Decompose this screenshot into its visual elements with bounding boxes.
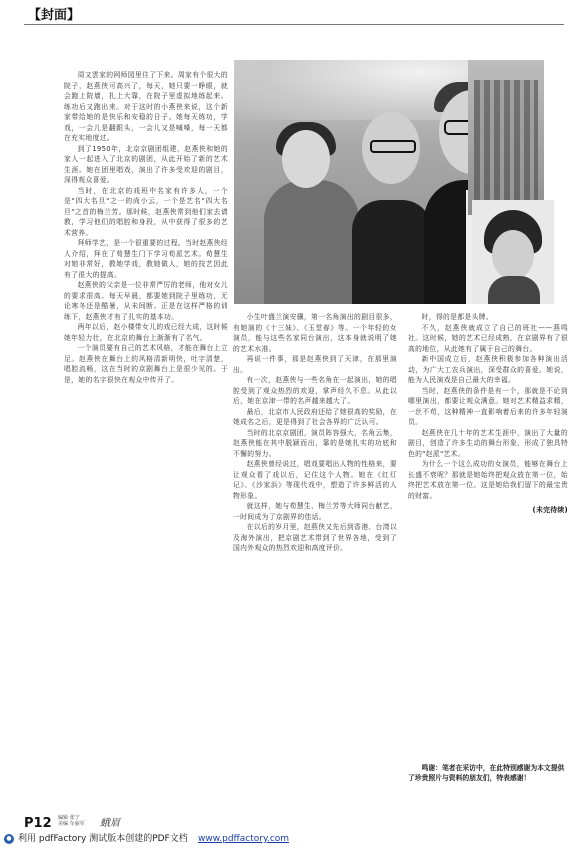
paragraph: 新中国成立后，赵燕侠积极参加各种演出活动，为广大工农兵演出，深受群众的喜爱。她说，能为人民演戏是自己最大的幸福。 bbox=[408, 355, 568, 384]
paragraph: 时，得的是都是头牌。 bbox=[421, 313, 494, 321]
portrait-face bbox=[492, 230, 534, 280]
designer-line: 美编 车丽军 bbox=[58, 821, 85, 827]
pdf-footer-text: 利用 pdfFactory 测试版本创建的PDF文档 bbox=[18, 834, 188, 844]
pdf-factory-icon: ● bbox=[4, 834, 14, 844]
portrait-photo bbox=[472, 200, 554, 304]
text-column-1 bbox=[64, 70, 228, 810]
paragraph: 赵燕侠的父亲是一位非常严厉的老师，他对女儿的要求很高。每天早晨，都要她到院子里练功，无论寒冬还是酷暑，从未间断。正是在这样严格的训练下，赵燕侠才有了扎实的基本功。 bbox=[64, 281, 228, 321]
section-label: 【封面】 bbox=[28, 8, 81, 23]
page-header bbox=[0, 0, 588, 28]
paragraph: 当时的北京京剧团，演员阵容强大，名角云集，赵燕侠能在其中脱颖而出，靠的是她扎实的功底和不懈的努力。 bbox=[233, 428, 397, 458]
editor-line: 编辑 张宁 bbox=[58, 815, 80, 821]
crowd-figures bbox=[474, 80, 538, 210]
text-column-3 bbox=[408, 312, 568, 757]
glasses-icon bbox=[370, 140, 416, 153]
paragraph: 就这样，她与荀慧生、梅兰芳等大师同台献艺，一时间成为了京剧界的佳话。 bbox=[233, 502, 397, 521]
portrait-shoulders bbox=[488, 276, 540, 304]
paragraph: 赵燕侠曾经说过，唱戏要唱出人物的性格来，要让观众看了戏以后，记住这个人物。她在《红灯记》、《沙家浜》等现代戏中，塑造了许多鲜活的人物形象。 bbox=[233, 460, 397, 500]
pdf-footer bbox=[0, 830, 588, 849]
header-divider bbox=[24, 24, 564, 25]
crowd-photo bbox=[468, 60, 544, 215]
paragraph: 再说一件事，那是赵燕侠到了天津，在那里演出。 bbox=[233, 355, 397, 374]
magazine-logo: 蛾眉 bbox=[100, 818, 120, 829]
paragraph: 有一次，赵燕侠与一些名角在一起演出，她的唱腔受到了观众热烈的欢迎，掌声经久不息。从此以后，她在京津一带的名声越来越大了。 bbox=[233, 376, 397, 405]
pdf-factory-link[interactable]: www.pdffactory.com bbox=[198, 834, 290, 844]
page-number: P12 bbox=[24, 816, 52, 831]
paragraph: 不久，赵燕侠就成立了自己的班社——燕鸣社。这时候，她的艺术已经成熟，在京剧界有了很高的地位，从此她有了属于自己的舞台。 bbox=[408, 323, 568, 353]
paragraph: 一个演员要有自己的艺术风格，才能在舞台上立足。赵燕侠在舞台上的风格清新明快，吐字清楚，唱腔流畅，这在当时的京剧舞台上是很少见的。于是，她的名字很快在观众中传开了。 bbox=[64, 344, 228, 384]
paragraph: 两年以后，赵小楼带女儿的戏已经大成，这时候她年轻力壮，在北京的舞台上渐渐有了名气。 bbox=[64, 323, 228, 342]
paragraph: 赵燕侠在几十年的艺术生涯中，演出了大量的剧目，创造了许多生动的舞台形象，形成了独具特色的"赵派"艺术。 bbox=[408, 428, 568, 458]
paragraph: 当时，赵燕侠的条件是有一个，那就是不论到哪里演出，都要让观众满意。她对艺术精益求精，一丝不苟，这种精神一直影响着后来的许多年轻演员。 bbox=[408, 386, 568, 426]
paragraph: 周又雲家的网师园里住了下来。周家有个很大的院子，赵燕侠可高兴了，每天，她只要一睁眼，就会跑上院墙，扎上大靠，在院子里虚拟地练起来。练功后又跑出来。对于这时的小燕侠来说，这个新家带给她的是快乐和安稳的日子。她每天练功，学戏，一会儿是翻跟头，一会儿又是喊嗓，每一天都在充实地度过。 bbox=[64, 71, 228, 142]
paragraph: 拜师学艺，是一个很重要的过程。当时赵燕侠经人介绍，拜在了荀慧生门下学习荀派艺术。荀慧生对她非常好，教她学戏，教她做人，她的技艺因此有了很大的提高。 bbox=[64, 239, 228, 279]
paragraph: 到了1950年，北京京剧团组建，赵燕侠和她的家人一起进入了北京的剧团，从此开始了新的艺术生涯。她在团里唱戏，演出了许多受欢迎的剧目，深得观众喜爱。 bbox=[64, 144, 228, 184]
elder-figure bbox=[352, 200, 432, 304]
paragraph: 为什么一个这么成功的女演员，能够在舞台上长盛不衰呢？那就是她始终把观众放在第一位，始终把艺术放在第一位。这是她给我们留下的最宝贵的财富。 bbox=[408, 460, 568, 500]
woman-face bbox=[282, 130, 330, 188]
paragraph: 当时，在北京的戏班中名家有许多人，一个是"四大名旦"之一的尚小云，一个是艺名"四大名旦"之首的梅兰芳。那时候，赵燕侠常到他们家去请教，学习他们的唱腔和身段，从中获得了很多的艺术营养。 bbox=[64, 186, 228, 237]
woman-figure bbox=[264, 180, 359, 304]
text-column-2 bbox=[233, 312, 397, 757]
paragraph: 小生叶盛兰演安骥，第一名角演出的剧目很多，有她演的《十三妹》、《玉堂春》等。一个年轻的女演员，能与这些名家同台演出，这本身就说明了她的艺术水准。 bbox=[233, 313, 397, 353]
continued-marker: (未完待续) bbox=[532, 506, 568, 514]
acknowledgement-note: 鸣谢：笔者在采访中，在此特别感谢为本文提供了珍贵照片与资料的朋友们，特表感谢！ bbox=[408, 764, 565, 782]
paragraph: 最后，北京市人民政府还给了她很高的奖励，在她成名之后，更是得到了社会各界的广泛认可。 bbox=[233, 407, 397, 426]
paragraph: 在以后的岁月里，赵燕侠又先后到香港、台湾以及海外演出，把京剧艺术带到了世界各地，受到了国内外观众的热烈欢迎和高度评价。 bbox=[233, 523, 397, 552]
